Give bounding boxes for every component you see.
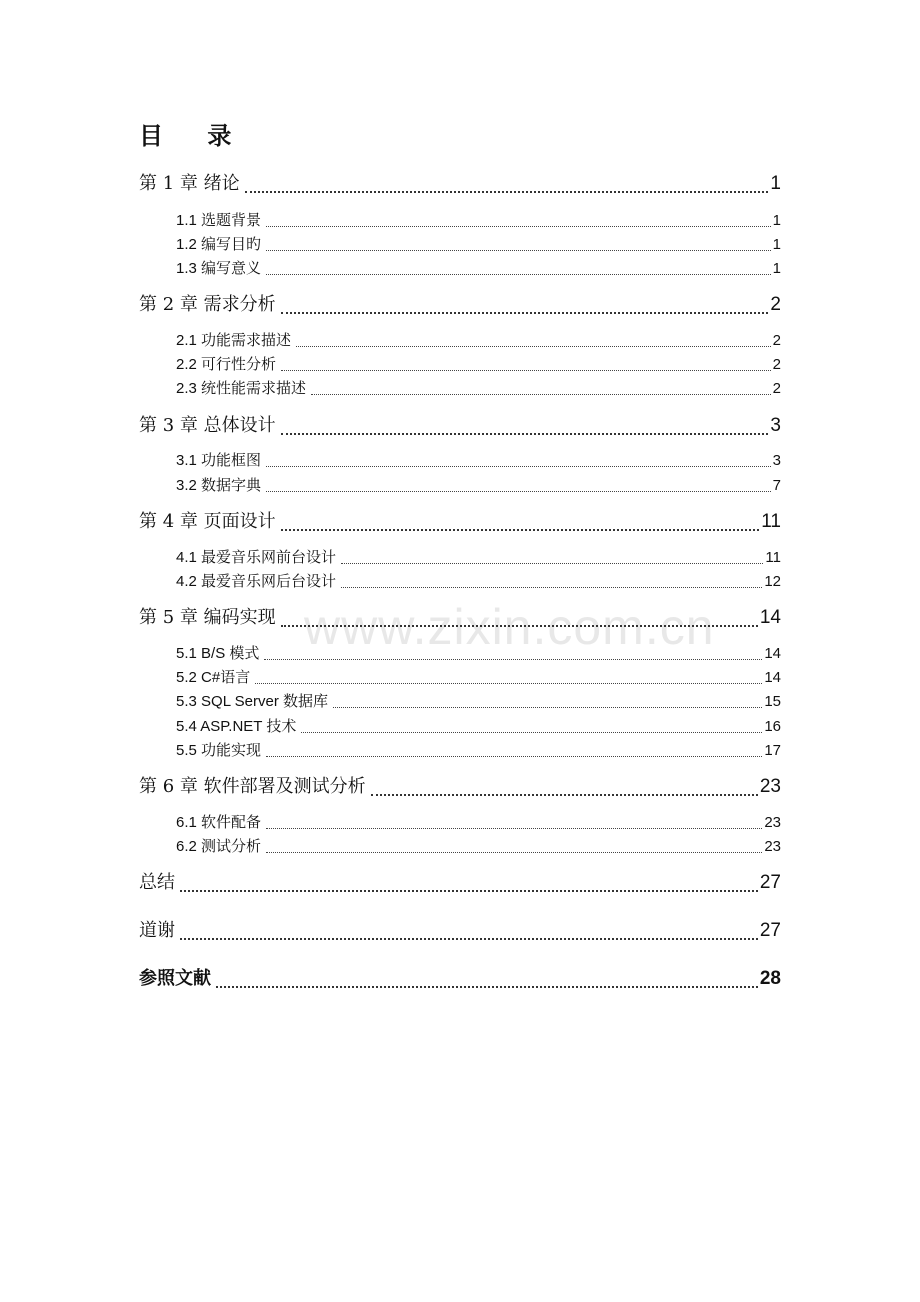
toc-entry-label: 5.4 ASP.NET 技术 bbox=[176, 718, 297, 735]
dot-leader bbox=[281, 624, 758, 627]
toc-summary[interactable] bbox=[139, 869, 781, 897]
toc-section-2-3[interactable] bbox=[176, 378, 781, 400]
toc-entry-label: 6.2 测试分析 bbox=[176, 838, 262, 855]
toc-entry-label: 5.1 B/S 模式 bbox=[176, 645, 260, 662]
watermark: www.zixin.com.cn bbox=[304, 599, 715, 655]
toc-entry-label: 第 2 章 需求分析 bbox=[139, 294, 276, 315]
dot-leader bbox=[266, 755, 762, 757]
toc-page-number: 17 bbox=[764, 742, 781, 759]
toc-section-5-4[interactable] bbox=[176, 716, 781, 738]
dot-leader bbox=[266, 490, 771, 492]
toc-entry-label: 参照文献 bbox=[139, 968, 211, 989]
toc-section-1-3[interactable] bbox=[176, 258, 781, 280]
dot-leader bbox=[341, 586, 762, 588]
toc-page-number: 3 bbox=[772, 452, 781, 469]
toc-section-2-1[interactable] bbox=[176, 330, 781, 352]
toc-entry-label: 2.2 可行性分析 bbox=[176, 356, 277, 373]
toc-page-number: 2 bbox=[772, 380, 781, 397]
toc-chapter-4[interactable] bbox=[139, 508, 781, 536]
toc-section-4-1[interactable] bbox=[176, 547, 781, 569]
dot-leader bbox=[266, 225, 771, 227]
toc-section-5-3[interactable] bbox=[176, 691, 781, 713]
toc-section-1-2[interactable] bbox=[176, 234, 781, 256]
dot-leader bbox=[266, 851, 762, 853]
toc-page-number: 2 bbox=[770, 294, 781, 315]
dot-leader bbox=[281, 369, 771, 371]
toc-entry-label: 6.1 软件配备 bbox=[176, 814, 262, 831]
toc-section-6-2[interactable] bbox=[176, 836, 781, 858]
toc-section-3-2[interactable] bbox=[176, 475, 781, 497]
toc-page-number: 14 bbox=[759, 607, 781, 628]
toc-page-number: 1 bbox=[770, 173, 781, 194]
toc-page-number: 23 bbox=[764, 838, 781, 855]
toc-chapter-6[interactable] bbox=[139, 773, 781, 801]
toc-section-5-1[interactable] bbox=[176, 643, 781, 665]
toc-entry-label: 5.3 SQL Server 数据库 bbox=[176, 693, 328, 710]
toc-page-number: 23 bbox=[759, 776, 781, 797]
toc-page-number: 11 bbox=[761, 511, 781, 532]
toc-chapter-2[interactable] bbox=[139, 291, 781, 319]
toc-page-number: 28 bbox=[759, 968, 781, 989]
toc-entry-label: 3.1 功能框图 bbox=[176, 452, 262, 469]
toc-entry-label: 1.1 选题背景 bbox=[176, 212, 262, 229]
dot-leader bbox=[180, 937, 758, 940]
dot-leader bbox=[266, 465, 771, 467]
dot-leader bbox=[180, 889, 758, 892]
toc-section-1-1[interactable] bbox=[176, 210, 781, 232]
dot-leader bbox=[281, 432, 769, 435]
toc-page-number: 2 bbox=[772, 356, 781, 373]
toc-references[interactable] bbox=[139, 965, 781, 993]
dot-leader bbox=[311, 393, 771, 395]
dot-leader bbox=[245, 190, 769, 193]
dot-leader bbox=[296, 345, 771, 347]
toc-entry-label: 第 3 章 总体设计 bbox=[139, 415, 276, 436]
dot-leader bbox=[266, 273, 771, 275]
dot-leader bbox=[371, 793, 758, 796]
toc-section-5-5[interactable] bbox=[176, 740, 781, 762]
toc-section-4-2[interactable] bbox=[176, 571, 781, 593]
toc-entry-label: 第 1 章 绪论 bbox=[139, 173, 240, 194]
toc-entry-label: 5.2 C#语言 bbox=[176, 669, 251, 686]
toc-page-number: 1 bbox=[772, 212, 781, 229]
toc-entry-label: 2.3 统性能需求描述 bbox=[176, 380, 307, 397]
toc-entry-label: 1.2 编写目旳 bbox=[176, 236, 262, 253]
dot-leader bbox=[281, 528, 760, 531]
dot-leader bbox=[281, 311, 769, 314]
toc-page-number: 14 bbox=[764, 645, 781, 662]
toc-title: 目 录 bbox=[139, 122, 250, 150]
toc-entry-label: 5.5 功能实现 bbox=[176, 742, 262, 759]
toc-section-2-2[interactable] bbox=[176, 354, 781, 376]
dot-leader bbox=[301, 731, 762, 733]
toc-chapter-5[interactable] bbox=[139, 604, 781, 632]
toc-entry-label: 1.3 编写意义 bbox=[176, 260, 262, 277]
dot-leader bbox=[255, 682, 762, 684]
toc-entry-label: 第 5 章 编码实现 bbox=[139, 607, 276, 628]
toc-section-5-2[interactable] bbox=[176, 667, 781, 689]
toc-page-number: 1 bbox=[772, 260, 781, 277]
toc-entry-label: 第 4 章 页面设计 bbox=[139, 511, 276, 532]
toc-page-number: 16 bbox=[764, 718, 781, 735]
toc-page-number: 12 bbox=[764, 573, 781, 590]
toc-entry-label: 2.1 功能需求描述 bbox=[176, 332, 292, 349]
toc-entry-label: 第 6 章 软件部署及测试分析 bbox=[139, 776, 366, 797]
toc-entry-label: 总结 bbox=[139, 872, 175, 893]
toc-page-number: 15 bbox=[764, 693, 781, 710]
toc-section-6-1[interactable] bbox=[176, 812, 781, 834]
toc-page-number: 23 bbox=[764, 814, 781, 831]
toc-page-number: 14 bbox=[764, 669, 781, 686]
toc-section-3-1[interactable] bbox=[176, 450, 781, 472]
toc-entry-label: 道谢 bbox=[139, 920, 175, 941]
dot-leader bbox=[266, 249, 771, 251]
dot-leader bbox=[266, 827, 762, 829]
toc-page-number: 11 bbox=[765, 549, 781, 566]
dot-leader bbox=[341, 562, 763, 564]
table-of-contents bbox=[139, 0, 781, 1302]
dot-leader bbox=[216, 985, 758, 988]
toc-chapter-1[interactable] bbox=[139, 170, 781, 198]
toc-entry-label: 4.2 最爱音乐网后台设计 bbox=[176, 573, 337, 590]
toc-page-number: 3 bbox=[770, 415, 781, 436]
dot-leader bbox=[264, 658, 762, 660]
toc-thanks[interactable] bbox=[139, 917, 781, 945]
toc-page-number: 27 bbox=[759, 920, 781, 941]
toc-page-number: 1 bbox=[772, 236, 781, 253]
toc-page-number: 2 bbox=[772, 332, 781, 349]
toc-page-number: 27 bbox=[759, 872, 781, 893]
dot-leader bbox=[333, 706, 762, 708]
toc-chapter-3[interactable] bbox=[139, 412, 781, 440]
toc-page-number: 7 bbox=[772, 477, 781, 494]
toc-entry-label: 4.1 最爱音乐网前台设计 bbox=[176, 549, 337, 566]
toc-entry-label: 3.2 数据字典 bbox=[176, 477, 262, 494]
